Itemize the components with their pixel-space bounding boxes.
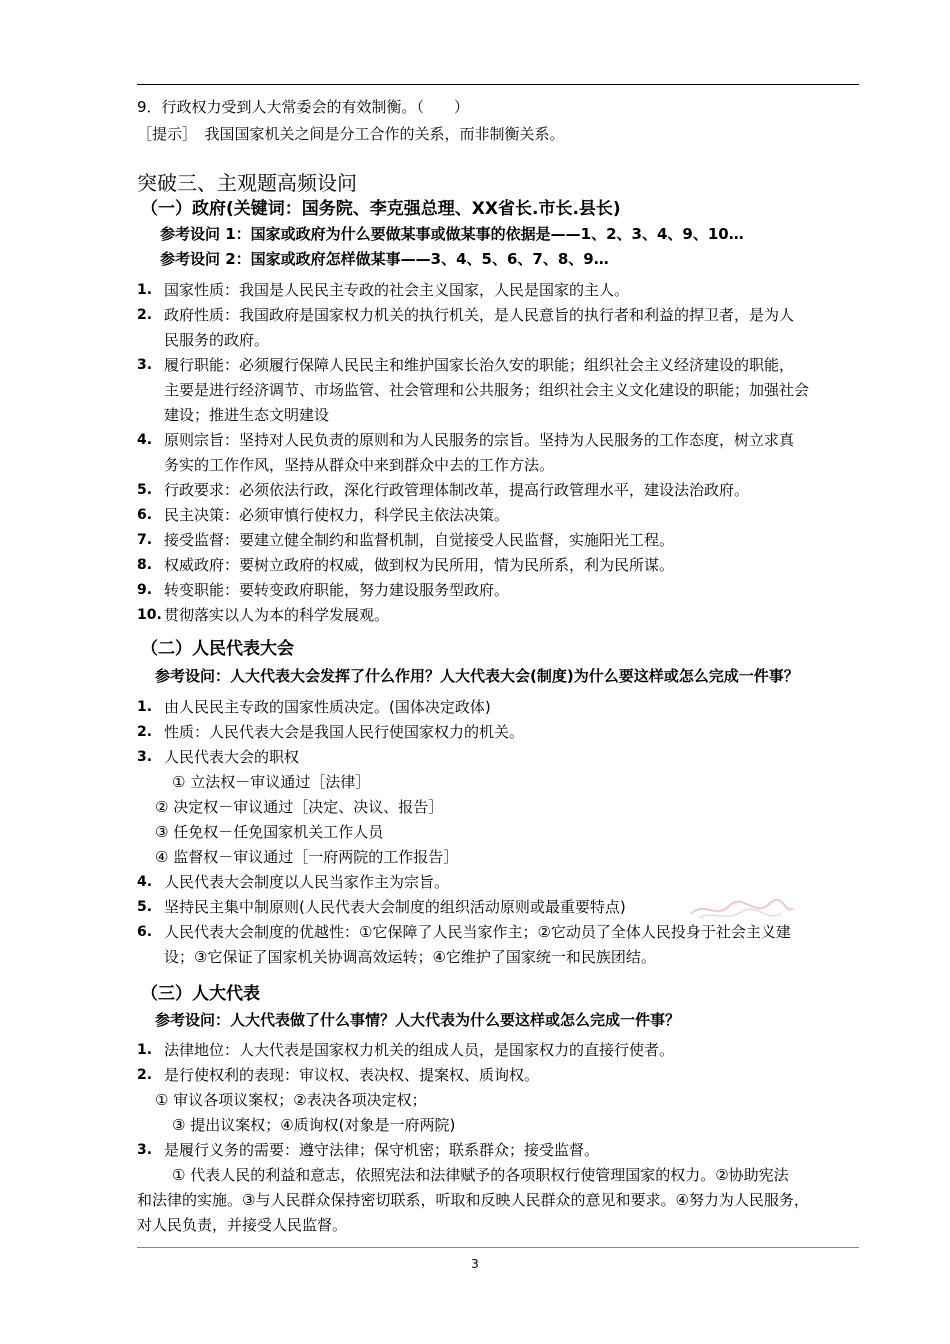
part2-question: 参考设问：人大代表大会发挥了什么作用？人大代表大会(制度)为什么要这样或怎么完成一件事？ xyxy=(155,667,799,685)
part1-question-2: 参考设问 2：国家或政府怎样做某事——3、4、5、6、7、8、9… xyxy=(160,250,609,268)
header-rule xyxy=(137,84,859,85)
list-item-number: 1. xyxy=(137,282,153,298)
list-item-number: 2. xyxy=(137,724,153,740)
duty-paragraph-line: 和法律的实施。③与人民群众保持密切联系，听取和反映人民群众的意见和要求。④努力为人民服务， xyxy=(137,1191,809,1209)
page-number: 3 xyxy=(471,1257,479,1271)
list-item-number: 3. xyxy=(137,749,153,765)
list-item-number: 3. xyxy=(137,357,153,373)
list-item-number: 4. xyxy=(137,874,153,890)
list-item-number: 2. xyxy=(137,307,153,323)
list-item: 转变职能：要转变政府职能，努力建设服务型政府。 xyxy=(164,581,510,599)
list-item: 履行职能：必须履行保障人民民主和维护国家长治久安的职能；组织社会主义经济建设的职能， xyxy=(164,356,795,374)
list-item: 性质：人民代表大会是我国人民行使国家权力的机关。 xyxy=(164,723,525,741)
list-item-number: 10. xyxy=(137,607,162,623)
list-item: 贯彻落实以人为本的科学发展观。 xyxy=(164,606,390,624)
list-item-number: 8. xyxy=(137,557,153,573)
intro-question: 9．行政权力受到人大常委会的有效制衡。（ ） xyxy=(137,98,470,116)
list-item: 民主决策：必须审慎行使权力，科学民主依法决策。 xyxy=(164,506,510,524)
list-item: 人民代表大会制度以人民当家作主为宗旨。 xyxy=(164,873,450,891)
part3-question: 参考设问：人大代表做了什么事情？人大代表为什么要这样或怎么完成一件事？ xyxy=(155,1011,681,1029)
intro-hint: ［提示］ 我国国家机关之间是分工合作的关系，而非制衡关系。 xyxy=(137,125,565,143)
list-item-number: 1. xyxy=(137,1042,153,1058)
list-item-continuation: 务实的工作作风，坚持从群众中来到群众中去的工作方法。 xyxy=(164,456,555,474)
list-item: 由人民民主专政的国家性质决定。(国体决定政体) xyxy=(164,698,491,716)
list-item: 是行使权利的表现：审议权、表决权、提案权、质询权。 xyxy=(164,1066,540,1084)
section-title: 突破三、主观题高频设问 xyxy=(137,171,357,195)
list-item: 法律地位：人大代表是国家权力机关的组成人员，是国家权力的直接行使者。 xyxy=(164,1041,675,1059)
part1-question-1: 参考设问 1：国家或政府为什么要做某事或做某事的依据是——1、2、3、4、9、10… xyxy=(160,225,744,243)
list-item: 国家性质：我国是人民民主专政的社会主义国家，人民是国家的主人。 xyxy=(164,281,630,299)
list-item-number: 1. xyxy=(137,699,153,715)
part2-heading: （二）人民代表大会 xyxy=(141,639,294,659)
power-item: ① 立法权－审议通过［法律］ xyxy=(172,773,371,791)
list-item-number: 7. xyxy=(137,532,153,548)
list-item: 权威政府：要树立政府的权威，做到权为民所用，情为民所系，利为民所谋。 xyxy=(164,556,675,574)
list-item-continuation: 民服务的政府。 xyxy=(164,331,270,349)
duty-paragraph-line: ① 代表人民的利益和意志，依照宪法和法律赋予的各项职权行使管理国家的权力。②协助宪法 xyxy=(172,1166,789,1184)
list-item: 原则宗旨：坚持对人民负责的原则和为人民服务的宗旨。坚持为人民服务的工作态度，树立求真 xyxy=(164,431,795,449)
list-item-number: 9. xyxy=(137,582,153,598)
right-item: ③ 提出议案权；④质询权(对象是一府两院) xyxy=(172,1116,456,1134)
duty-paragraph-line: 对人民负责，并接受人民监督。 xyxy=(137,1216,348,1234)
list-item: 政府性质：我国政府是国家权力机关的执行机关，是人民意旨的执行者和利益的捍卫者，是为人 xyxy=(164,306,795,324)
list-item-continuation: 主要是进行经济调节、市场监管、社会管理和公共服务；组织社会主义文化建设的职能；加强社会 xyxy=(164,381,810,399)
part3-heading: （三）人大代表 xyxy=(141,984,260,1004)
list-item-number: 6. xyxy=(137,924,153,940)
part1-heading: （一）政府(关键词：国务院、李克强总理、XX省长.市长.县长) xyxy=(141,199,621,219)
list-item: 坚持民主集中制原则(人民代表大会制度的组织活动原则或最重要特点) xyxy=(164,898,626,916)
list-item-number: 6. xyxy=(137,507,153,523)
list-item-number: 2. xyxy=(137,1067,153,1083)
list-item: 人民代表大会制度的优越性：①它保障了人民当家作主；②它动员了全体人民投身于社会主义建 xyxy=(164,923,791,941)
list-item-number: 3. xyxy=(137,1142,153,1158)
list-item-number: 4. xyxy=(137,432,153,448)
power-item: ③ 任免权－任免国家机关工作人员 xyxy=(155,823,384,841)
right-item: ① 审议各项议案权；②表决各项决定权； xyxy=(155,1091,427,1109)
watermark-stamp xyxy=(685,892,797,926)
list-item: 人民代表大会的职权 xyxy=(164,748,300,766)
footer-rule xyxy=(137,1247,859,1248)
list-item-continuation: 建设；推进生态文明建设 xyxy=(164,406,330,424)
power-item: ④ 监督权－审议通过［一府两院的工作报告］ xyxy=(155,848,459,866)
list-item: 接受监督：要建立健全制约和监督机制，自觉接受人民监督，实施阳光工程。 xyxy=(164,531,675,549)
list-item-continuation: 设；③它保证了国家机关协调高效运转；④它维护了国家统一和民族团结。 xyxy=(164,948,656,966)
list-item-number: 5. xyxy=(137,899,153,915)
list-item: 行政要求：必须依法行政，深化行政管理体制改革，提高行政管理水平，建设法治政府。 xyxy=(164,481,750,499)
power-item: ② 决定权－审议通过［决定、决议、报告］ xyxy=(155,798,444,816)
list-item-number: 5. xyxy=(137,482,153,498)
list-item: 是履行义务的需要：遵守法律；保守机密；联系群众；接受监督。 xyxy=(164,1141,600,1159)
